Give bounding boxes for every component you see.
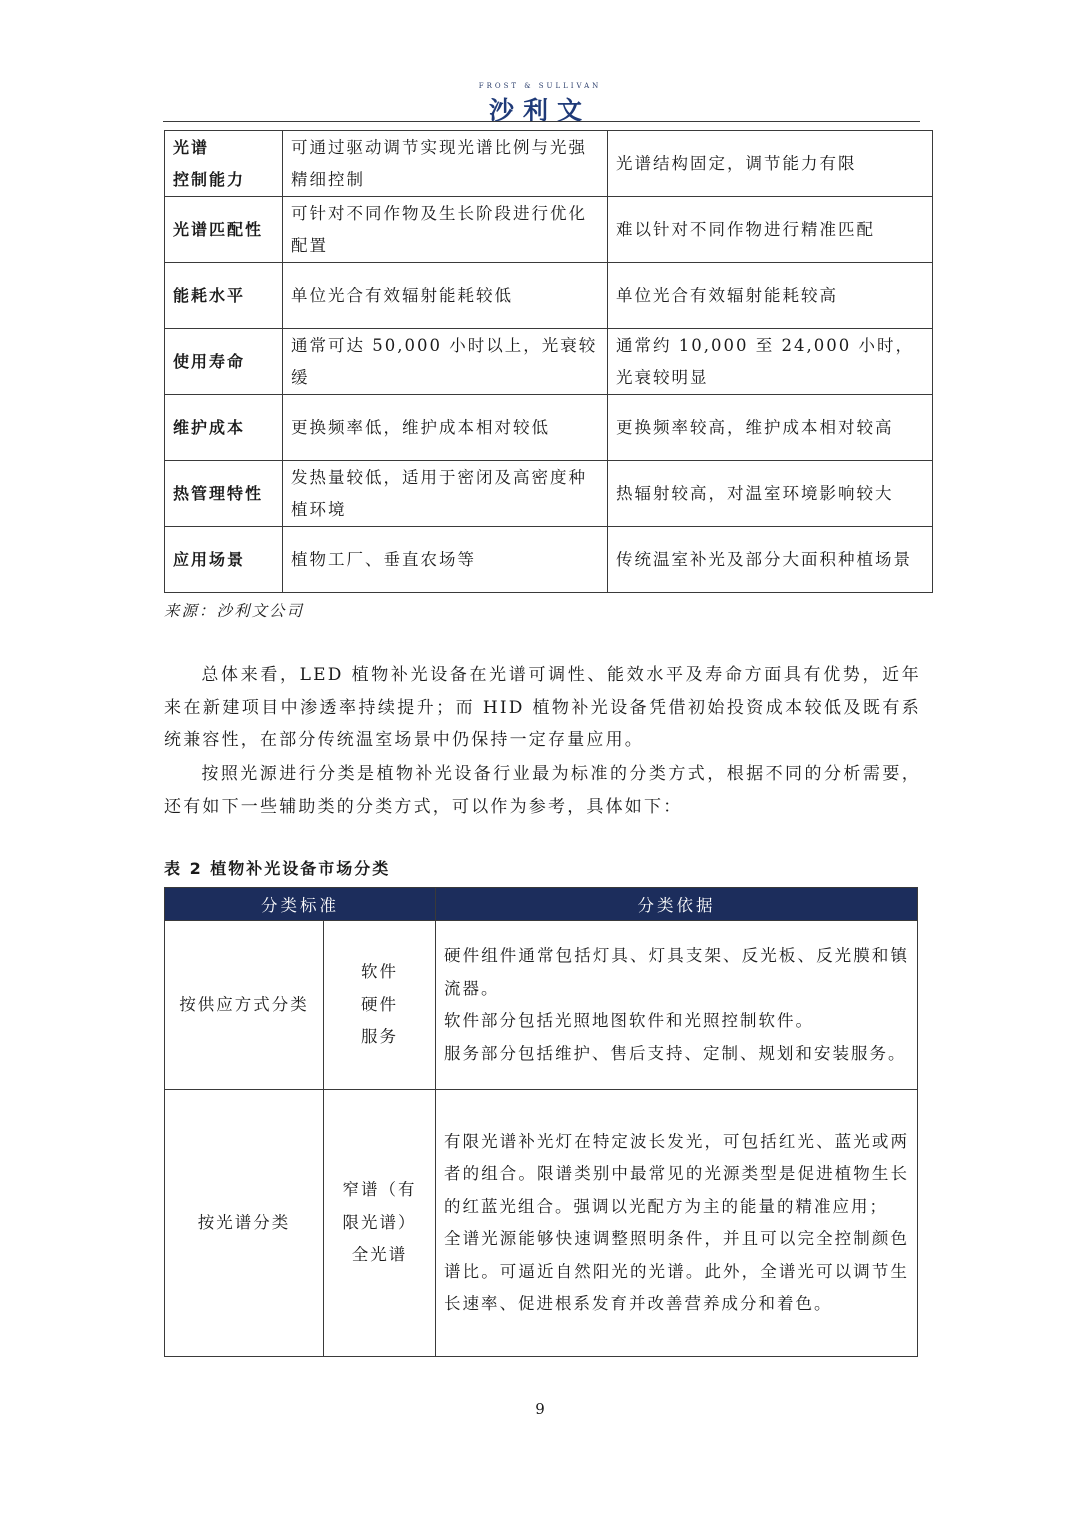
row-label: 热管理特性 — [165, 461, 283, 527]
led-cell: 发热量较低，适用于密闭及高密度种植环境 — [283, 461, 608, 527]
table-row — [165, 921, 918, 1090]
row-label: 维护成本 — [165, 395, 283, 461]
row-label: 应用场景 — [165, 527, 283, 593]
led-cell: 通常可达 50,000 小时以上，光衰较缓 — [283, 329, 608, 395]
table-row — [165, 197, 933, 263]
header-cell-basis: 分类依据 — [436, 888, 918, 921]
row-label: 光谱匹配性 — [165, 197, 283, 263]
page-number: 9 — [535, 1400, 545, 1418]
header-divider — [163, 121, 920, 122]
logo-english-text: FROST & SULLIVAN — [478, 82, 602, 90]
table-row — [165, 263, 933, 329]
table-row — [165, 329, 933, 395]
table-caption: 表 2 植物补光设备市场分类 — [164, 859, 391, 878]
hid-cell: 热辐射较高，对温室环境影响较大 — [608, 461, 933, 527]
subcategory-cell: 窄谱（有 限光谱） 全光谱 — [324, 1090, 436, 1357]
table-row — [165, 395, 933, 461]
body-paragraph: 按照光源进行分类是植物补光设备行业最为标准的分类方式，根据不同的分析需要，还有如下一些辅助类的分类方式，可以作为参考，具体如下： — [164, 764, 921, 817]
category-cell: 按光谱分类 — [165, 1090, 324, 1357]
hid-cell: 难以针对不同作物进行精准匹配 — [608, 197, 933, 263]
table-row — [165, 131, 933, 197]
classification-table — [164, 887, 918, 1357]
hid-cell: 更换频率较高，维护成本相对较高 — [608, 395, 933, 461]
description-cell: 硬件组件通常包括灯具、灯具支架、反光板、反光膜和镇流器。 软件部分包括光照地图软件和光照控制软件。 服务部分包括维护、售后支持、定制、规划和安装服务。 — [436, 921, 918, 1090]
source-note: 来源：沙利文公司 — [164, 602, 305, 620]
logo-chinese-text: 沙利文 — [488, 96, 591, 125]
led-cell: 植物工厂、垂直农场等 — [283, 527, 608, 593]
body-paragraph: 总体来看，LED 植物补光设备在光谱可调性、能效水平及寿命方面具有优势，近年来在新建项目中渗透率持续提升；而 HID 植物补光设备凭借初始投资成本较低及既有系统兼容性，在部分传统温室场景中仍保持一定存量应用。 — [164, 665, 921, 750]
subcategory-cell: 软件 硬件 服务 — [324, 921, 436, 1090]
row-label: 光谱 控制能力 — [165, 131, 283, 197]
row-label: 能耗水平 — [165, 263, 283, 329]
hid-cell: 光谱结构固定，调节能力有限 — [608, 131, 933, 197]
description-cell: 有限光谱补光灯在特定波长发光，可包括红光、蓝光或两者的组合。限谱类别中最常见的光源类型是促进植物生长的红蓝光组合。强调以光配方为主的能量的精准应用； 全谱光源能够快速调整照明条件，并且可以完全控制颜色谱比。可逼近自然阳光的光谱。此外，全谱光可以调节生长速率、促进根系发育并改善营养成分和着色。 — [436, 1090, 918, 1357]
table-header-row — [165, 888, 918, 921]
led-cell: 可通过驱动调节实现光谱比例与光强精细控制 — [283, 131, 608, 197]
row-label: 使用寿命 — [165, 329, 283, 395]
hid-cell: 单位光合有效辐射能耗较高 — [608, 263, 933, 329]
header-cell-standard: 分类标准 — [165, 888, 436, 921]
hid-cell: 通常约 10,000 至 24,000 小时，光衰较明显 — [608, 329, 933, 395]
category-cell: 按供应方式分类 — [165, 921, 324, 1090]
hid-cell: 传统温室补光及部分大面积种植场景 — [608, 527, 933, 593]
led-cell: 可针对不同作物及生长阶段进行优化配置 — [283, 197, 608, 263]
table-row — [165, 461, 933, 527]
comparison-table — [164, 130, 933, 593]
led-cell: 更换频率低，维护成本相对较低 — [283, 395, 608, 461]
table-row — [165, 1090, 918, 1357]
table-row — [165, 527, 933, 593]
led-cell: 单位光合有效辐射能耗较低 — [283, 263, 608, 329]
